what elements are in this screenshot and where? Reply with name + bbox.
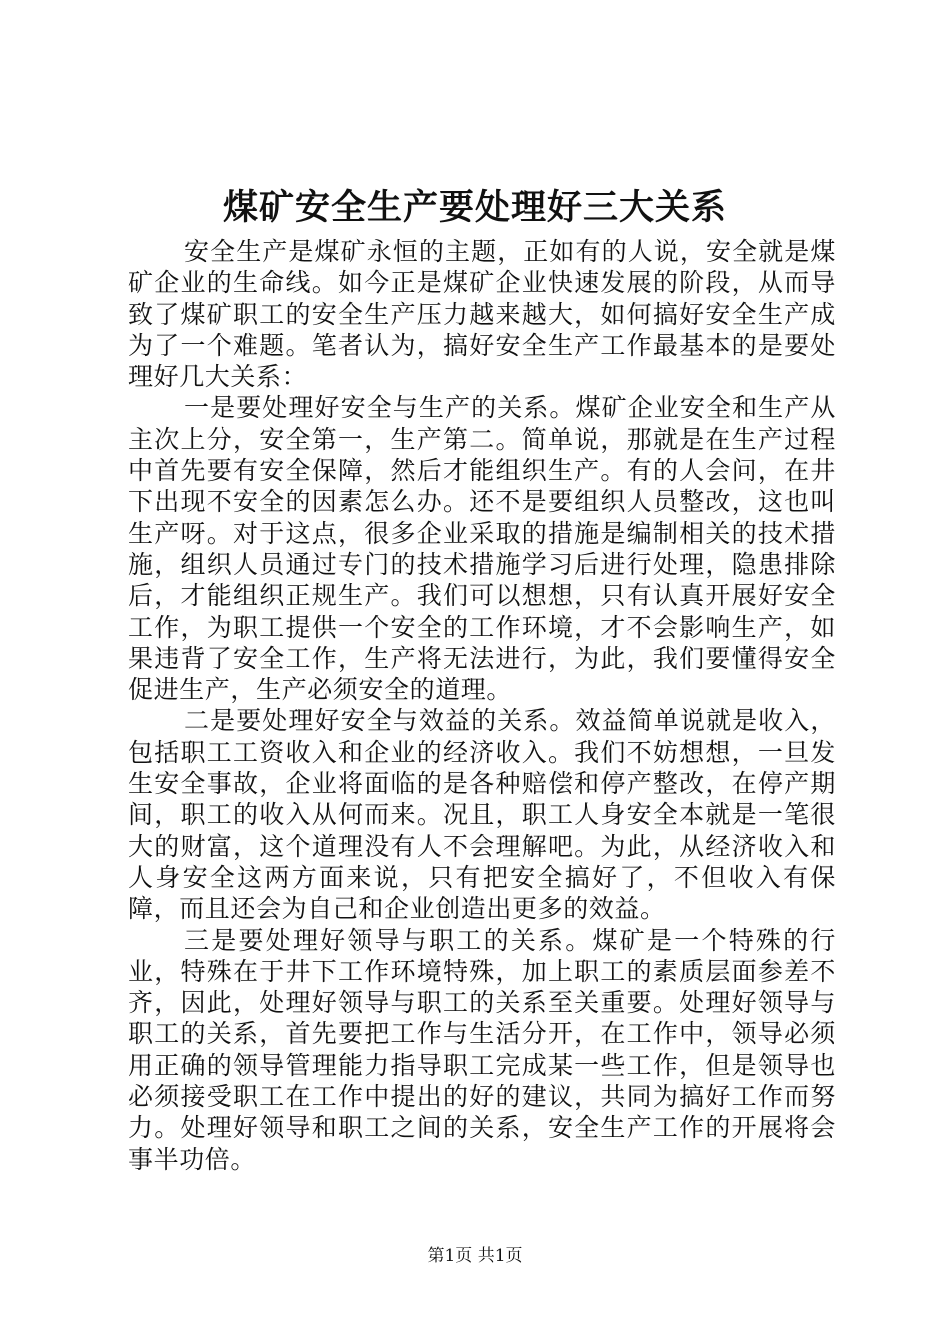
paragraph-safety-production: 一是要处理好安全与生产的关系。煤矿企业安全和生产从主次上分，安全第一，生产第二。简单说，那就是在生产过程中首先要有安全保障，然后才能组织生产。有的人会问，在井下出现不安全的因素怎么办。还不是要组织人员整改，这也叫生产呀。对于这点，很多企业采取的措施是编制相关的技术措施，组织人员通过专门的技术措施学习后进行处理，隐患排除后，才能组织正规生产。我们可以想想，只有认真开展好安全工作，为职工提供一个安全的工作环境，才不会影响生产，如果违背了安全工作，生产将无法进行，为此，我们要懂得安全促进生产，生产必须安全的道理。 xyxy=(128,393,836,705)
document-body xyxy=(128,236,836,1175)
document-title: 煤矿安全生产要处理好三大关系 xyxy=(222,187,727,228)
paragraph-intro: 安全生产是煤矿永恒的主题，正如有的人说，安全就是煤矿企业的生命线。如今正是煤矿企业快速发展的阶段，从而导致了煤矿职工的安全生产压力越来越大，如何搞好安全生产成为了一个难题。笔者认为，搞好安全生产工作最基本的是要处理好几大关系： xyxy=(128,237,836,392)
page-footer: 第1页 共1页 xyxy=(427,1246,523,1266)
paragraph-safety-benefit: 二是要处理好安全与效益的关系。效益简单说就是收入，包括职工工资收入和企业的经济收入。我们不妨想想，一旦发生安全事故，企业将面临的是各种赔偿和停产整改，在停产期间，职工的收入从何而来。况且，职工人身安全本就是一笔很大的财富，这个道理没有人不会理解吧。为此，从经济收入和人身安全这两方面来说，只有把安全搞好了，不但收入有保障，而且还会为自己和企业创造出更多的效益。 xyxy=(128,706,836,924)
paragraph-leaders-workers: 三是要处理好领导与职工的关系。煤矿是一个特殊的行业，特殊在于井下工作环境特殊，加上职工的素质层面参差不齐，因此，处理好领导与职工的关系至关重要。处理好领导与职工的关系，首先要把工作与生活分开，在工作中，领导必须用正确的领导管理能力指导职工完成某一些工作，但是领导也必须接受职工在工作中提出的好的建议，共同为搞好工作而努力。处理好领导和职工之间的关系，安全生产工作的开展将会事半功倍。 xyxy=(128,925,836,1174)
